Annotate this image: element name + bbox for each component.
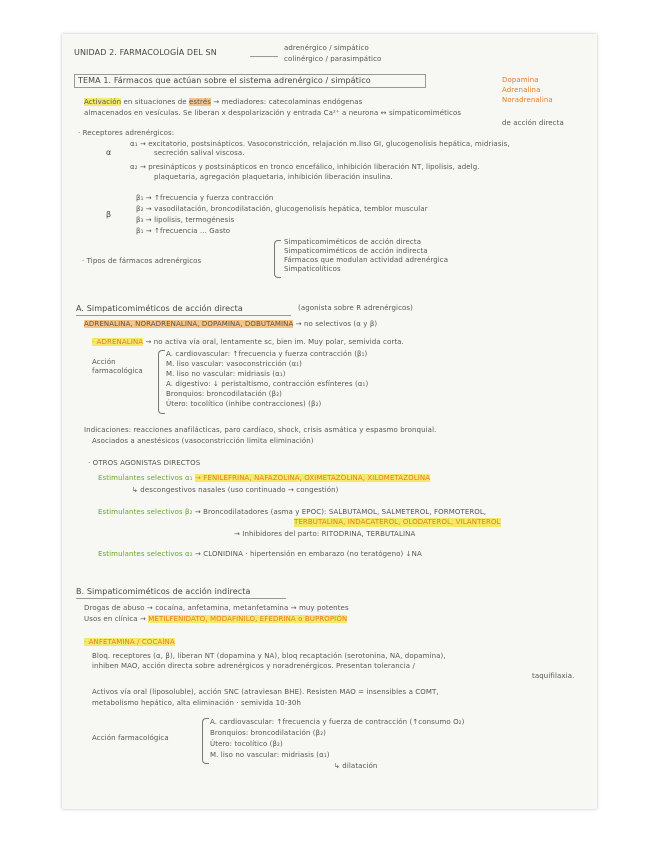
adrenalina-line: · ADRENALINA → no activa vía oral, lentamente sc, bien im. Muy polar, semivida corta. xyxy=(92,338,404,346)
catecolamina-adrenalina: Adrenalina xyxy=(502,86,541,94)
catecolamina-noradrenalina: Noradrenalina xyxy=(502,96,553,104)
beta1-line: β₁ → ↑frecuencia y fuerza contracción xyxy=(136,194,274,202)
est-b2-note: → Inhibidores del parto: RITODRINA, TERBUTALINA xyxy=(234,530,416,538)
tipos-bracket xyxy=(274,240,281,278)
tipos-item-4: Simpaticolíticos xyxy=(284,265,341,273)
unit-title: UNIDAD 2. FARMACOLOGÍA DEL SN xyxy=(74,48,217,57)
secB-accion-2: Bronquios: broncodilatación (β₂) xyxy=(210,729,326,737)
intro-line-3: de acción directa xyxy=(502,119,564,127)
secA-accion-2: M. liso vascular: vasoconstricción (α₁) xyxy=(166,360,302,368)
secA-title: A. Simpaticomiméticos de acción directa xyxy=(76,304,243,313)
usos-line: Usos en clínica → METILFENIDATO, MODAFINILO, EFEDRINA o BUPROPIÓN xyxy=(84,615,348,623)
beta2-line: β₂ → vasodilatación, broncodilatación, glucogenolisis hepática, temblor muscular xyxy=(136,205,428,213)
secB-accion-1: A. cardiovascular: ↑frecuencia y fuerza de contracción (↑consumo O₂) xyxy=(210,718,465,726)
notebook-page xyxy=(62,34,597,809)
secB-accion-label: Acción farmacológica xyxy=(92,734,169,742)
secA-underline xyxy=(76,315,291,316)
est-a1-line: Estimulantes selectivos α₁ → FENILEFRINA, NAFAZOLINA, OXIMETAZOLINA, XILOMETAZOLINA xyxy=(98,474,431,482)
indicaciones-1: Indicaciones: reacciones anafilácticas, paro cardíaco, shock, crisis asmática y espasmo bronquial. xyxy=(84,426,437,434)
catecolamina-dopamina: Dopamina xyxy=(502,76,539,84)
secB-accion-3: Útero: tocolítico (β₂) xyxy=(210,740,283,748)
otros-agonistas: · OTROS AGONISTAS DIRECTOS xyxy=(88,459,201,467)
alpha2-line-2: plaquetaria, agregación plaquetaria, inhibición liberación insulina. xyxy=(154,173,393,181)
tipos-item-3: Fármacos que modulan actividad adrenérgica xyxy=(284,256,449,264)
intro-line-2: almacenados en vesículas. Se liberan x despolarización y entrada Ca²⁺ a neurona ↔ simpaticomiméticos xyxy=(84,109,462,117)
tema-title: TEMA 1. Fármacos que actúan sobre el sistema adrenérgico / simpático xyxy=(78,76,371,85)
secB-title: B. Simpaticomiméticos de acción indirecta xyxy=(76,587,251,596)
est-a1-note: ↳ descongestivos nasales (uso continuado → congestión) xyxy=(132,486,339,494)
secB-accion-bracket xyxy=(202,718,209,764)
secA-accion-label: Acción farmacológica xyxy=(92,358,143,375)
secA-accion-4: A. digestivo: ↓ peristaltismo, contracción esfínteres (α₁) xyxy=(166,380,369,388)
alpha1-line-2: secreción salival viscosa. xyxy=(154,149,245,157)
intro-line-1: Activación en situaciones de estrés → mediadores: catecolaminas endógenas xyxy=(84,98,363,106)
indicaciones-2: Asociados a anestésicos (vasoconstricción limita eliminación) xyxy=(92,437,314,445)
tipos-item-1: Simpaticomiméticos de acción directa xyxy=(284,238,422,246)
beta3-line: β₃ → lipolisis, termogénesis xyxy=(136,216,235,224)
secA-accion-1: A. cardiovascular: ↑frecuencia y fuerza contracción (β₁) xyxy=(166,350,368,358)
est-b2-line: Estimulantes selectivos β₂ → Broncodilatadores (asma y EPOC): SALBUTAMOL, SALMETEROL, FORMOTEROL, xyxy=(98,508,487,516)
receptores-heading: · Receptores adrenérgicos: xyxy=(78,129,175,137)
unit-branch-cholinergic: colinérgico / parasimpático xyxy=(284,55,382,63)
secA-accion-3: M. liso no vascular: midriasis (α₁) xyxy=(166,370,286,378)
tipos-heading: · Tipos de fármacos adrenérgicos xyxy=(82,257,202,265)
unit-branch-adrenergic: adrenérgico / simpático xyxy=(284,44,369,52)
est-b2-line-2: TERBUTALINA, INDACATEROL, OLODATEROL, VILANTEROL xyxy=(294,518,501,526)
header-connector xyxy=(250,56,278,57)
anf-line-1: Bloq. receptores (α, β), liberan NT (dopamina y NA), bloq recaptación (serotonina, NA, dopamina), xyxy=(92,652,446,660)
secA-drugs-line: ADRENALINA, NORADRENALINA, DOPAMINA, DOBUTAMINA → no selectivos (α y β) xyxy=(84,320,378,328)
secA-accion-5: Bronquios: broncodilatación (β₂) xyxy=(166,390,282,398)
tipos-item-2: Simpaticomiméticos de acción indirecta xyxy=(284,247,428,255)
secB-underline xyxy=(76,598,286,599)
activos-line-2: metabolismo hepático, alta eliminación · semivida 10-30h xyxy=(92,699,302,707)
secB-accion-4: M. liso no vascular: midriasis (α₁) xyxy=(210,751,330,759)
alpha-symbol: α xyxy=(106,148,112,157)
beta-symbol: β xyxy=(106,210,112,219)
est-a2-line: Estimulantes selectivos α₂ → CLONIDINA · hipertensión en embarazo (no teratógeno) ↓NA xyxy=(98,550,422,558)
anf-line-2: inhiben MAO, acción directa sobre adrenérgicos y noradrenérgicos. Presentan tolerancia / xyxy=(92,662,415,670)
alpha2-line-1: α₂ → presinápticos y postsinápticos en tronco encefálico, inhibición liberación NT, lipolisis, adelg. xyxy=(130,163,480,171)
anfetamina-label: · ANFETAMINA / COCAÍNA xyxy=(84,638,175,646)
anf-line-3: taquifilaxia. xyxy=(532,672,575,680)
alpha1-line-1: α₁ → excitatorio, postsinápticos. Vasoconstricción, relajación m.liso GI, glucogenolisis hepática, midriasis, xyxy=(130,140,510,148)
secA-accion-bracket xyxy=(158,350,165,414)
drogas-line: Drogas de abuso → cocaína, anfetamina, metanfetamina → muy potentes xyxy=(84,604,349,612)
activos-line-1: Activos vía oral (liposoluble), acción SNC (atraviesan BHE). Resisten MAO = insensibles a COMT, xyxy=(92,688,439,696)
secA-accion-6: Útero: tocolítico (inhibe contracciones) (β₂) xyxy=(166,400,322,408)
secB-accion-note: ↳ dilatación xyxy=(334,762,378,770)
secA-title-note: (agonista sobre R adrenérgicos) xyxy=(298,304,414,312)
beta4-line: β₁ → ↑frecuencia ... Gasto xyxy=(136,227,231,235)
